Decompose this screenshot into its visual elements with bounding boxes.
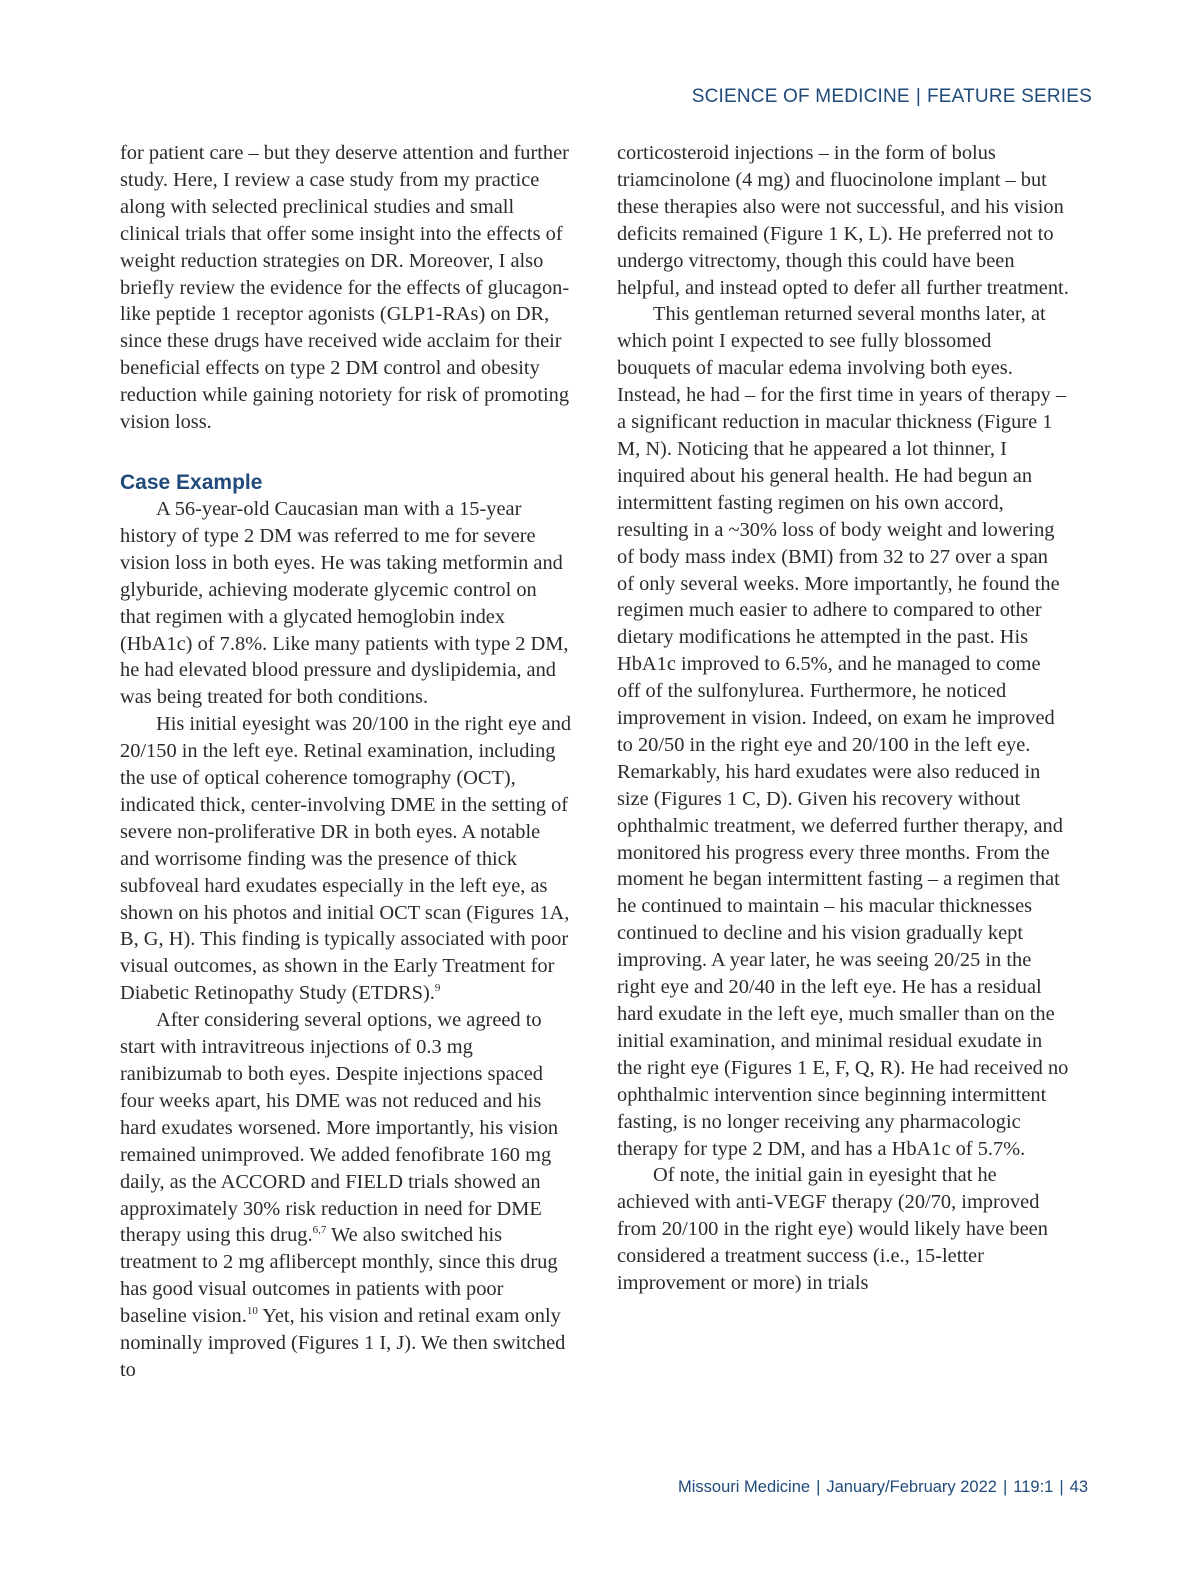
reference-superscript: 6,7	[312, 1224, 327, 1237]
footer-separator: |	[1059, 1478, 1064, 1496]
running-footer	[678, 1478, 1088, 1497]
left-paragraph-4-text-b: We also switched his treatment to 2 mg aflibercept monthly, since this drug has good visual outcomes in patients with poor baseline vision.	[120, 1224, 558, 1328]
left-paragraph-3-text: His initial eyesight was 20/100 in the right eye and 20/150 in the left eye. Retinal examination, including the use of optical coherence tomography (OCT), indicated thick, center-involving DME in the setting of severe non-proliferative DR in both eyes. A notable and worrisome finding was the presence of thick subfoveal hard exudates especially in the left eye, as shown on his photos and initial OCT scan (Figures 1A, B, G, H). This finding is typically associated with poor visual outcomes, as shown in the Early Treatment for Diabetic Retinopathy Study (ETDRS).	[120, 713, 572, 1005]
right-paragraph-1: corticosteroid injections – in the form of bolus triamcinolone (4 mg) and fluocinolone implant – but these therapies also were not successful, and his vision deficits remained (Figure 1 K, L). He preferred not to undergo vitrectomy, though this could have been helpful, and instead opted to defer all further treatment.	[617, 142, 1069, 299]
header-section: SCIENCE OF MEDICINE	[691, 86, 910, 107]
left-paragraph-1: for patient care – but they deserve attention and further study. Here, I review a case study from my practice along with selected preclinical studies and small clinical trials that offer some insight into the effects of weight reduction strategies on DR. Moreover, I also briefly review the evidence for the effects of glucagon-like peptide 1 receptor agonists (GLP1-RAs) on DR, since these drugs have received wide acclaim for their beneficial effects on type 2 DM control and obesity reduction while gaining notoriety for risk of promoting vision loss.	[120, 142, 570, 434]
footer-separator: |	[816, 1478, 821, 1496]
running-header	[692, 86, 1092, 108]
left-paragraph-3	[120, 711, 572, 1007]
left-paragraph-2: A 56-year-old Caucasian man with a 15-year history of type 2 DM was referred to me for severe vision loss in both eyes. He was taking metformin and glyburide, achieving moderate glycemic control on that regimen with a glycated hemoglobin index (HbA1c) of 7.8%. Like many patients with type 2 DM, he had elevated blood pressure and dyslipidemia, and was being treated for both conditions.	[120, 497, 569, 709]
right-column	[617, 140, 1069, 1297]
reference-superscript: 9	[434, 982, 441, 995]
header-separator: |	[915, 86, 921, 107]
left-paragraph-4-text-a: After considering several options, we agreed to start with intravitreous injections of 0.3 mg ranibizumab to both eyes. Despite injections spaced four weeks apart, his DME was not reduced and his hard exudates worsened. More importantly, his vision remained unimproved. We added fenofibrate 160 mg daily, as the ACCORD and FIELD trials showed an approximately 30% risk reduction in need for DME therapy using this drug.	[120, 1009, 559, 1247]
left-column	[120, 140, 572, 1384]
section-heading-case-example: Case Example	[120, 470, 263, 494]
footer-separator: |	[1002, 1478, 1008, 1496]
page-number: 43	[1069, 1478, 1088, 1496]
footer-journal: Missouri Medicine	[678, 1478, 811, 1496]
right-paragraph-3: Of note, the initial gain in eyesight that he achieved with anti-VEGF therapy (20/70, improved from 20/100 in the right eye) would likely have been considered a treatment success (i.e., 15-letter improvement or more) in trials	[617, 1164, 1048, 1295]
right-paragraph-2: This gentleman returned several months later, at which point I expected to see fully blossomed bouquets of macular edema involving both eyes. Instead, he had – for the first time in years of therapy – a significant reduction in macular thickness (Figure 1 M, N). Noticing that he appeared a lot thinner, I inquired about his general health. He had begun an intermittent fasting regimen on his own accord, resulting in a ~30% loss of body weight and lowering of body mass index (BMI) from 32 to 27 over a span of only several weeks. More importantly, he found the regimen much easier to adhere to compared to other dietary modifications he attempted in the past. His HbA1c improved to 6.5%, and he managed to come off of the sulfonylurea. Furthermore, he noticed improvement in vision. Indeed, on exam he improved to 20/50 in the right eye and 20/100 in the left eye. Remarkably, his hard exudates were also reduced in size (Figures 1 C, D). Given his recovery without ophthalmic treatment, we deferred further therapy, and monitored his progress every three months. From the moment he began intermittent fasting – a regimen that he continued to maintain – his macular thicknesses continued to decline and his vision gradually kept improving. A year later, he was seeing 20/25 in the right eye and 20/40 in the left eye. He has a residual hard exudate in the left eye, much smaller than on the initial examination, and minimal residual exudate in the right eye (Figures 1 E, F, Q, R). He had received no ophthalmic intervention since beginning intermittent fasting, is no longer receiving any pharmacologic therapy for type 2 DM, and has a HbA1c of 5.7%.	[617, 303, 1069, 1160]
header-series: FEATURE SERIES	[926, 86, 1092, 107]
left-paragraph-4-text-c: Yet, his vision and retinal exam only nominally improved (Figures 1 I, J). We then switched to	[120, 1305, 566, 1381]
footer-volume: 119:1	[1013, 1478, 1054, 1496]
footer-issue: January/February 2022	[826, 1478, 997, 1496]
reference-superscript: 10	[246, 1305, 258, 1318]
left-paragraph-4	[120, 1007, 572, 1384]
